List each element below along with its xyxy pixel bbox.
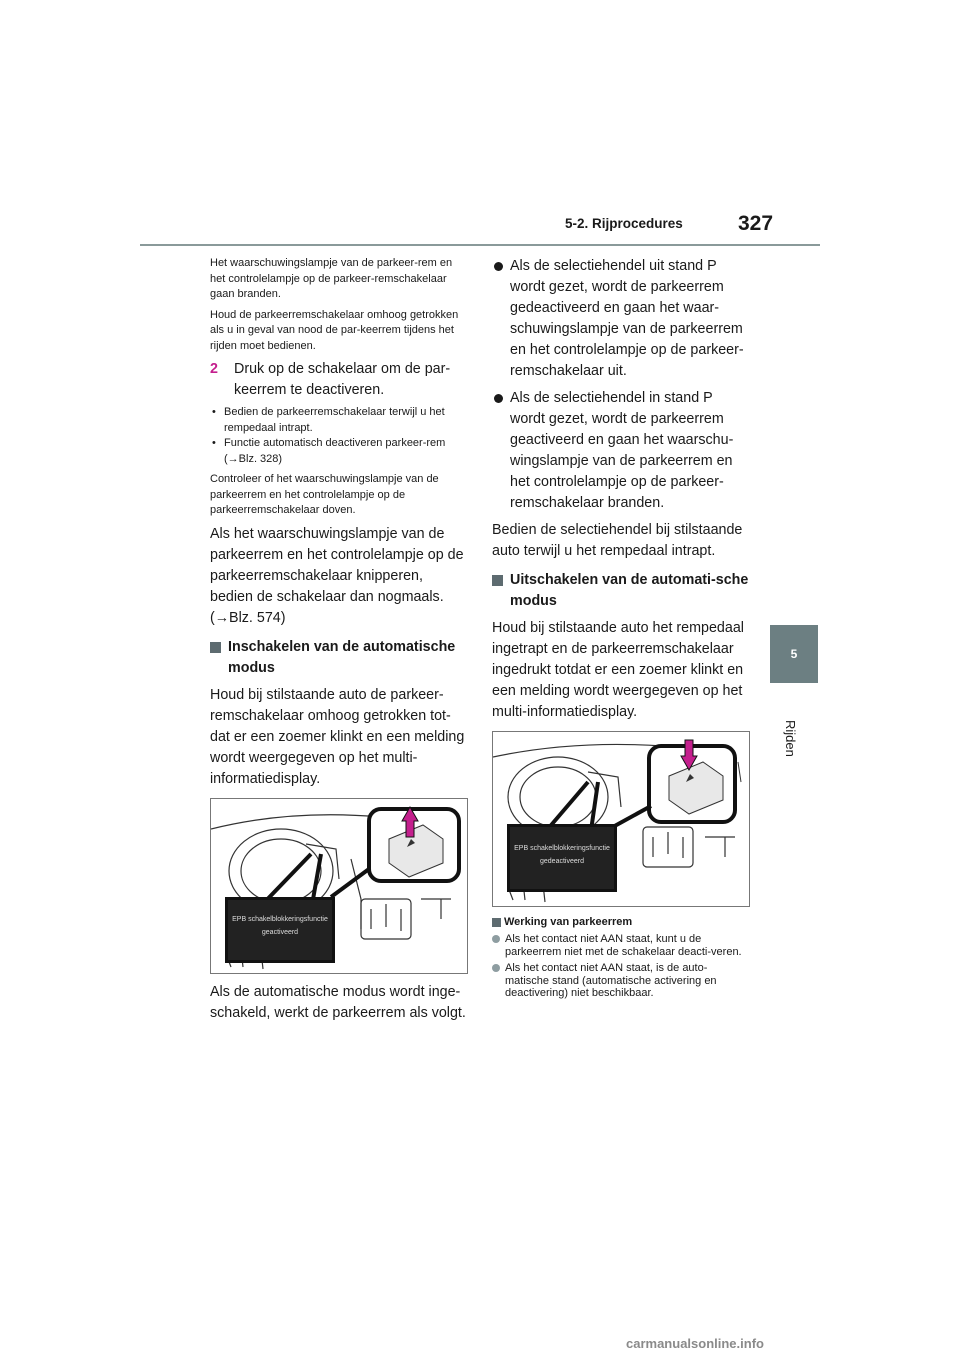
step-item xyxy=(210,359,468,401)
section-heading xyxy=(492,570,750,612)
section-heading xyxy=(210,637,468,679)
square-bullet-icon xyxy=(492,918,501,927)
paragraph: Bedien de selectiehendel bij stilstaande auto terwijl u het rempedaal intrapt. xyxy=(492,522,743,559)
paragraph: Houd bij stilstaande auto de parkeer-remschakelaar omhoog getrokken tot-dat er een zoemer klinkt en een melding wordt weergegeven op het multi-informatiedisplay. xyxy=(210,686,465,787)
list-item: • Functie automatisch deactiveren parkeer-rem (→Blz. 328) xyxy=(210,436,468,467)
list-item: Als de selectiehendel in stand P wordt gezet, wordt de parkeerrem geactiveerd en gaan het waarschu-wingslampje van de parkeerrem en het controlelampje op de parkeer-remschakelaar branden. xyxy=(492,388,750,514)
list-item: Als de selectiehendel uit stand P wordt gezet, wordt de parkeerrem gedeactiveerd en gaan het waar-schuwingslampje van de parkeerrem en het controlelampje op de parkeer-remschakelaar uit. xyxy=(492,256,750,382)
page-number: 327 xyxy=(738,212,774,235)
section-title: 5-2. Rijprocedures xyxy=(565,216,683,231)
watermark: carmanualsonline.info xyxy=(626,1336,764,1351)
paragraph: Het waarschuwingslampje van de parkeer-rem en het controlelampje op de parkeer-remschakelaar gaan branden. xyxy=(210,257,453,300)
display-line: gedeactiveerd xyxy=(540,858,584,865)
display-line: geactiveerd xyxy=(261,928,299,936)
step-text: Druk op de schakelaar om de par-keerrem te deactiveren. xyxy=(234,361,451,398)
chapter-label: Rijden xyxy=(783,720,798,757)
paragraph: Controleer of het waarschuwingslampje van de parkeerrem en het controlelampje op de parkeerremschakelaar doven. xyxy=(210,473,439,516)
heading-text: Uitschakelen van de automati-sche modus xyxy=(510,572,749,609)
paragraph: Houd de parkeerremschakelaar omhoog getrokken als u in geval van nood de par-keerrem tijdens het rijden moet bedienen. xyxy=(210,308,459,352)
illustration-switch-pull xyxy=(210,798,468,974)
note-item: Als het contact niet AAN staat, kunt u de parkeerrem niet met de schakelaar deacti-veren. xyxy=(492,933,750,958)
square-bullet-icon xyxy=(492,575,503,586)
bullet-list xyxy=(210,405,468,467)
paragraph: Als het waarschuwingslampje van de parkeerrem en het controlelampje op de parkeerremschakelaar knipperen, bedien de schakelaar dan nogmaals. (→Blz. 574) xyxy=(210,525,464,626)
info-display xyxy=(507,824,617,892)
display-line: EPB schakelblokkeringsfunctie xyxy=(232,915,328,923)
step-number: 2 xyxy=(210,361,218,377)
info-display xyxy=(225,897,335,963)
note-item: Als het contact niet AAN staat, is de auto-matische stand (automatische activering en deactivering) niet beschikbaar. xyxy=(492,962,750,1000)
list-item: • Bedien de parkeerremschakelaar terwijl u het rempedaal intrapt. xyxy=(210,405,468,436)
note-heading xyxy=(492,915,750,930)
left-column xyxy=(210,256,468,1032)
header-divider xyxy=(140,244,820,246)
note-heading-text: Werking van parkeerrem xyxy=(504,916,633,928)
illustration-switch-push xyxy=(492,731,750,907)
paragraph: Houd bij stilstaande auto het rempedaal ingetrapt en de parkeerremschakelaar ingedrukt totdat er een zoemer klinkt en een melding wordt weergegeven op het multi-informatiedisplay. xyxy=(492,620,744,720)
right-column xyxy=(492,256,750,1004)
heading-text: Inschakelen van de automatische modus xyxy=(228,638,456,676)
display-line: EPB schakelblokkeringsfunctie xyxy=(514,845,610,852)
chapter-tab: 5 xyxy=(770,625,818,683)
paragraph: Als de automatische modus wordt inge-schakeld, werkt de parkeerrem als volgt. xyxy=(210,983,466,1021)
square-bullet-icon xyxy=(210,642,221,653)
